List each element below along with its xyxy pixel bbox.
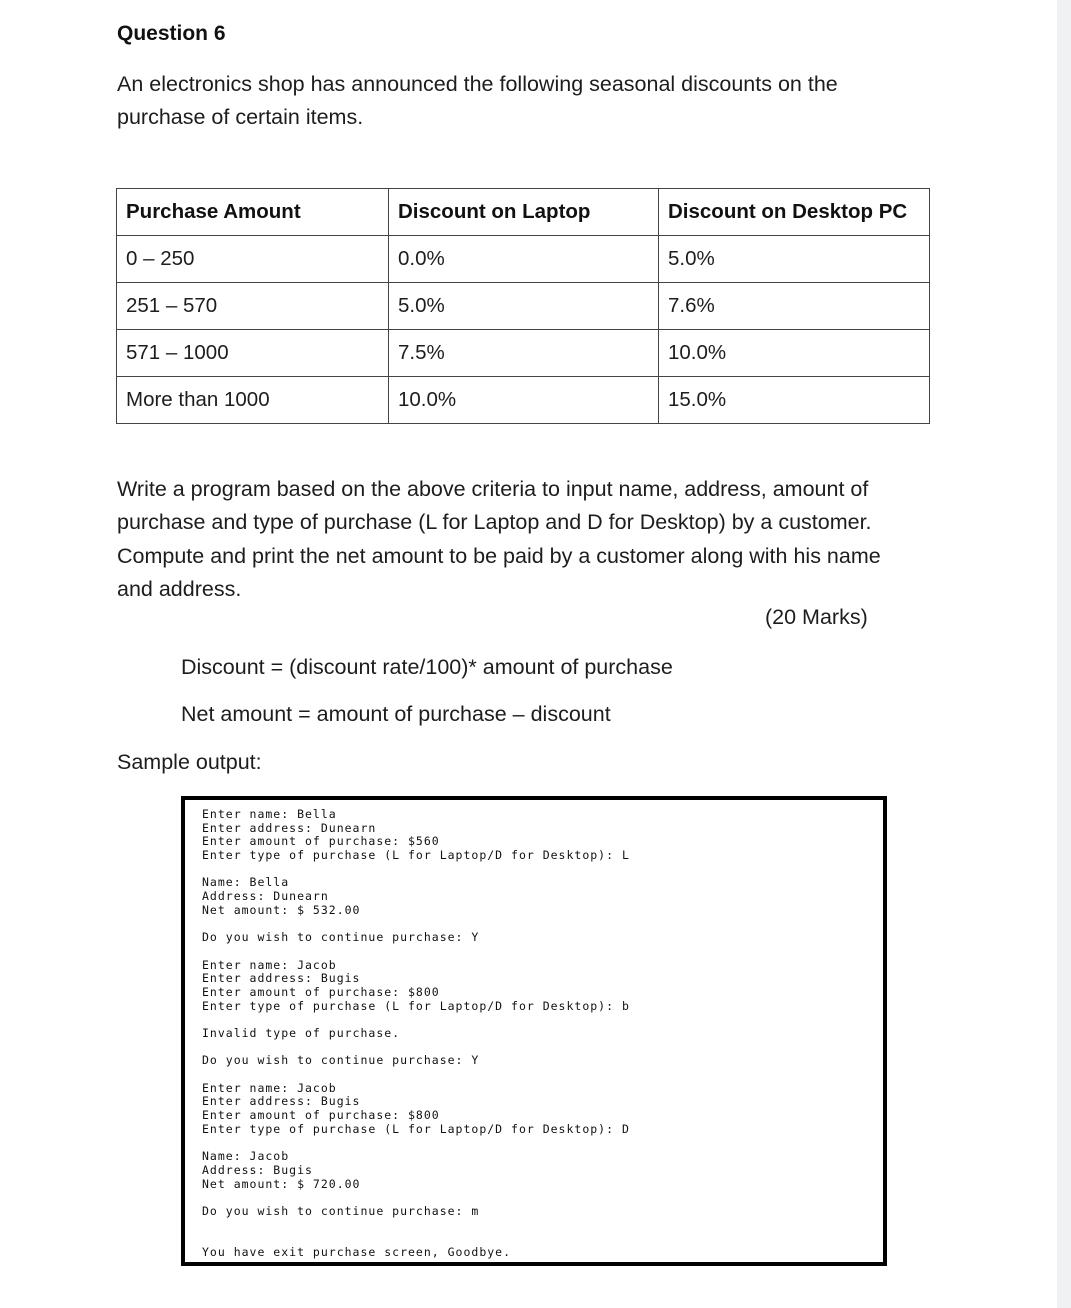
console-line: Enter type of purchase (L for Laptop/D for Desktop): D [202, 1121, 630, 1136]
cell-purchase-amount: 571 – 1000 [117, 330, 389, 377]
console-line: Enter name: Bella [202, 807, 337, 821]
cell-discount-laptop: 5.0% [389, 283, 659, 330]
cell-discount-laptop: 7.5% [389, 330, 659, 377]
net-amount-formula: Net amount = amount of purchase – discount [181, 702, 611, 726]
question-title: Question 6 [117, 22, 226, 45]
console-line: Do you wish to continue purchase: Y [202, 1053, 480, 1068]
console-line: Do you wish to continue purchase: Y [202, 930, 480, 945]
console-line: Enter type of purchase (L for Laptop/D for Desktop): b [202, 998, 630, 1013]
console-line: Enter name: Jacob [202, 957, 337, 972]
question-intro: An electronics shop has announced the following seasonal discounts on the purchase of certain items. [117, 72, 838, 129]
cell-purchase-amount: More than 1000 [117, 377, 389, 424]
console-line: Enter address: Bugis [202, 971, 361, 986]
cell-discount-desktop: 10.0% [659, 330, 930, 377]
console-line: Enter amount of purchase: $560 [202, 834, 440, 849]
console-line: Address: Bugis [202, 1162, 313, 1177]
table-row [117, 330, 930, 377]
console-line: Address: Dunearn [202, 889, 329, 904]
table-row [117, 377, 930, 424]
console-line: Invalid type of purchase. [202, 1026, 401, 1040]
discount-table [116, 188, 930, 424]
table-row [117, 283, 930, 330]
cell-discount-desktop: 15.0% [659, 377, 930, 424]
console-line: Do you wish to continue purchase: m [202, 1203, 480, 1218]
header-discount-laptop: Discount on Laptop [389, 189, 659, 236]
console-line: Name: Jacob [202, 1149, 290, 1164]
console-line: Enter amount of purchase: $800 [202, 984, 440, 999]
console-line: Enter amount of purchase: $800 [202, 1108, 440, 1123]
console-line: Enter address: Dunearn [202, 820, 377, 835]
sample-output-console [181, 796, 887, 1266]
marks-label: (20 Marks) [765, 605, 868, 629]
cell-discount-desktop: 7.6% [659, 283, 930, 330]
table-header-row [117, 189, 930, 236]
console-line: Enter address: Bugis [202, 1094, 361, 1109]
page-edge [1057, 0, 1071, 1308]
header-discount-desktop: Discount on Desktop PC [659, 189, 930, 236]
console-line: Name: Bella [202, 875, 290, 890]
sample-output-label: Sample output: [117, 750, 262, 774]
cell-discount-laptop: 10.0% [389, 377, 659, 424]
console-line: Enter name: Jacob [202, 1080, 337, 1095]
cell-discount-laptop: 0.0% [389, 236, 659, 283]
console-line: Net amount: $ 532.00 [202, 902, 361, 917]
table-row [117, 236, 930, 283]
discount-formula: Discount = (discount rate/100)* amount of purchase [181, 655, 673, 679]
cell-purchase-amount: 251 – 570 [117, 283, 389, 330]
task-description: Write a program based on the above criteria to input name, address, amount of purchase and type of purchase (L for Laptop and D for Desktop) by a customer. Compute and print the net amount to be paid by a customer along with his name and address. [117, 477, 881, 601]
console-line: Enter type of purchase (L for Laptop/D for Desktop): L [202, 848, 630, 863]
console-line: Net amount: $ 720.00 [202, 1176, 361, 1191]
console-line: You have exit purchase screen, Goodbye. [202, 1245, 512, 1260]
cell-purchase-amount: 0 – 250 [117, 236, 389, 283]
cell-discount-desktop: 5.0% [659, 236, 930, 283]
header-purchase-amount: Purchase Amount [117, 189, 389, 236]
